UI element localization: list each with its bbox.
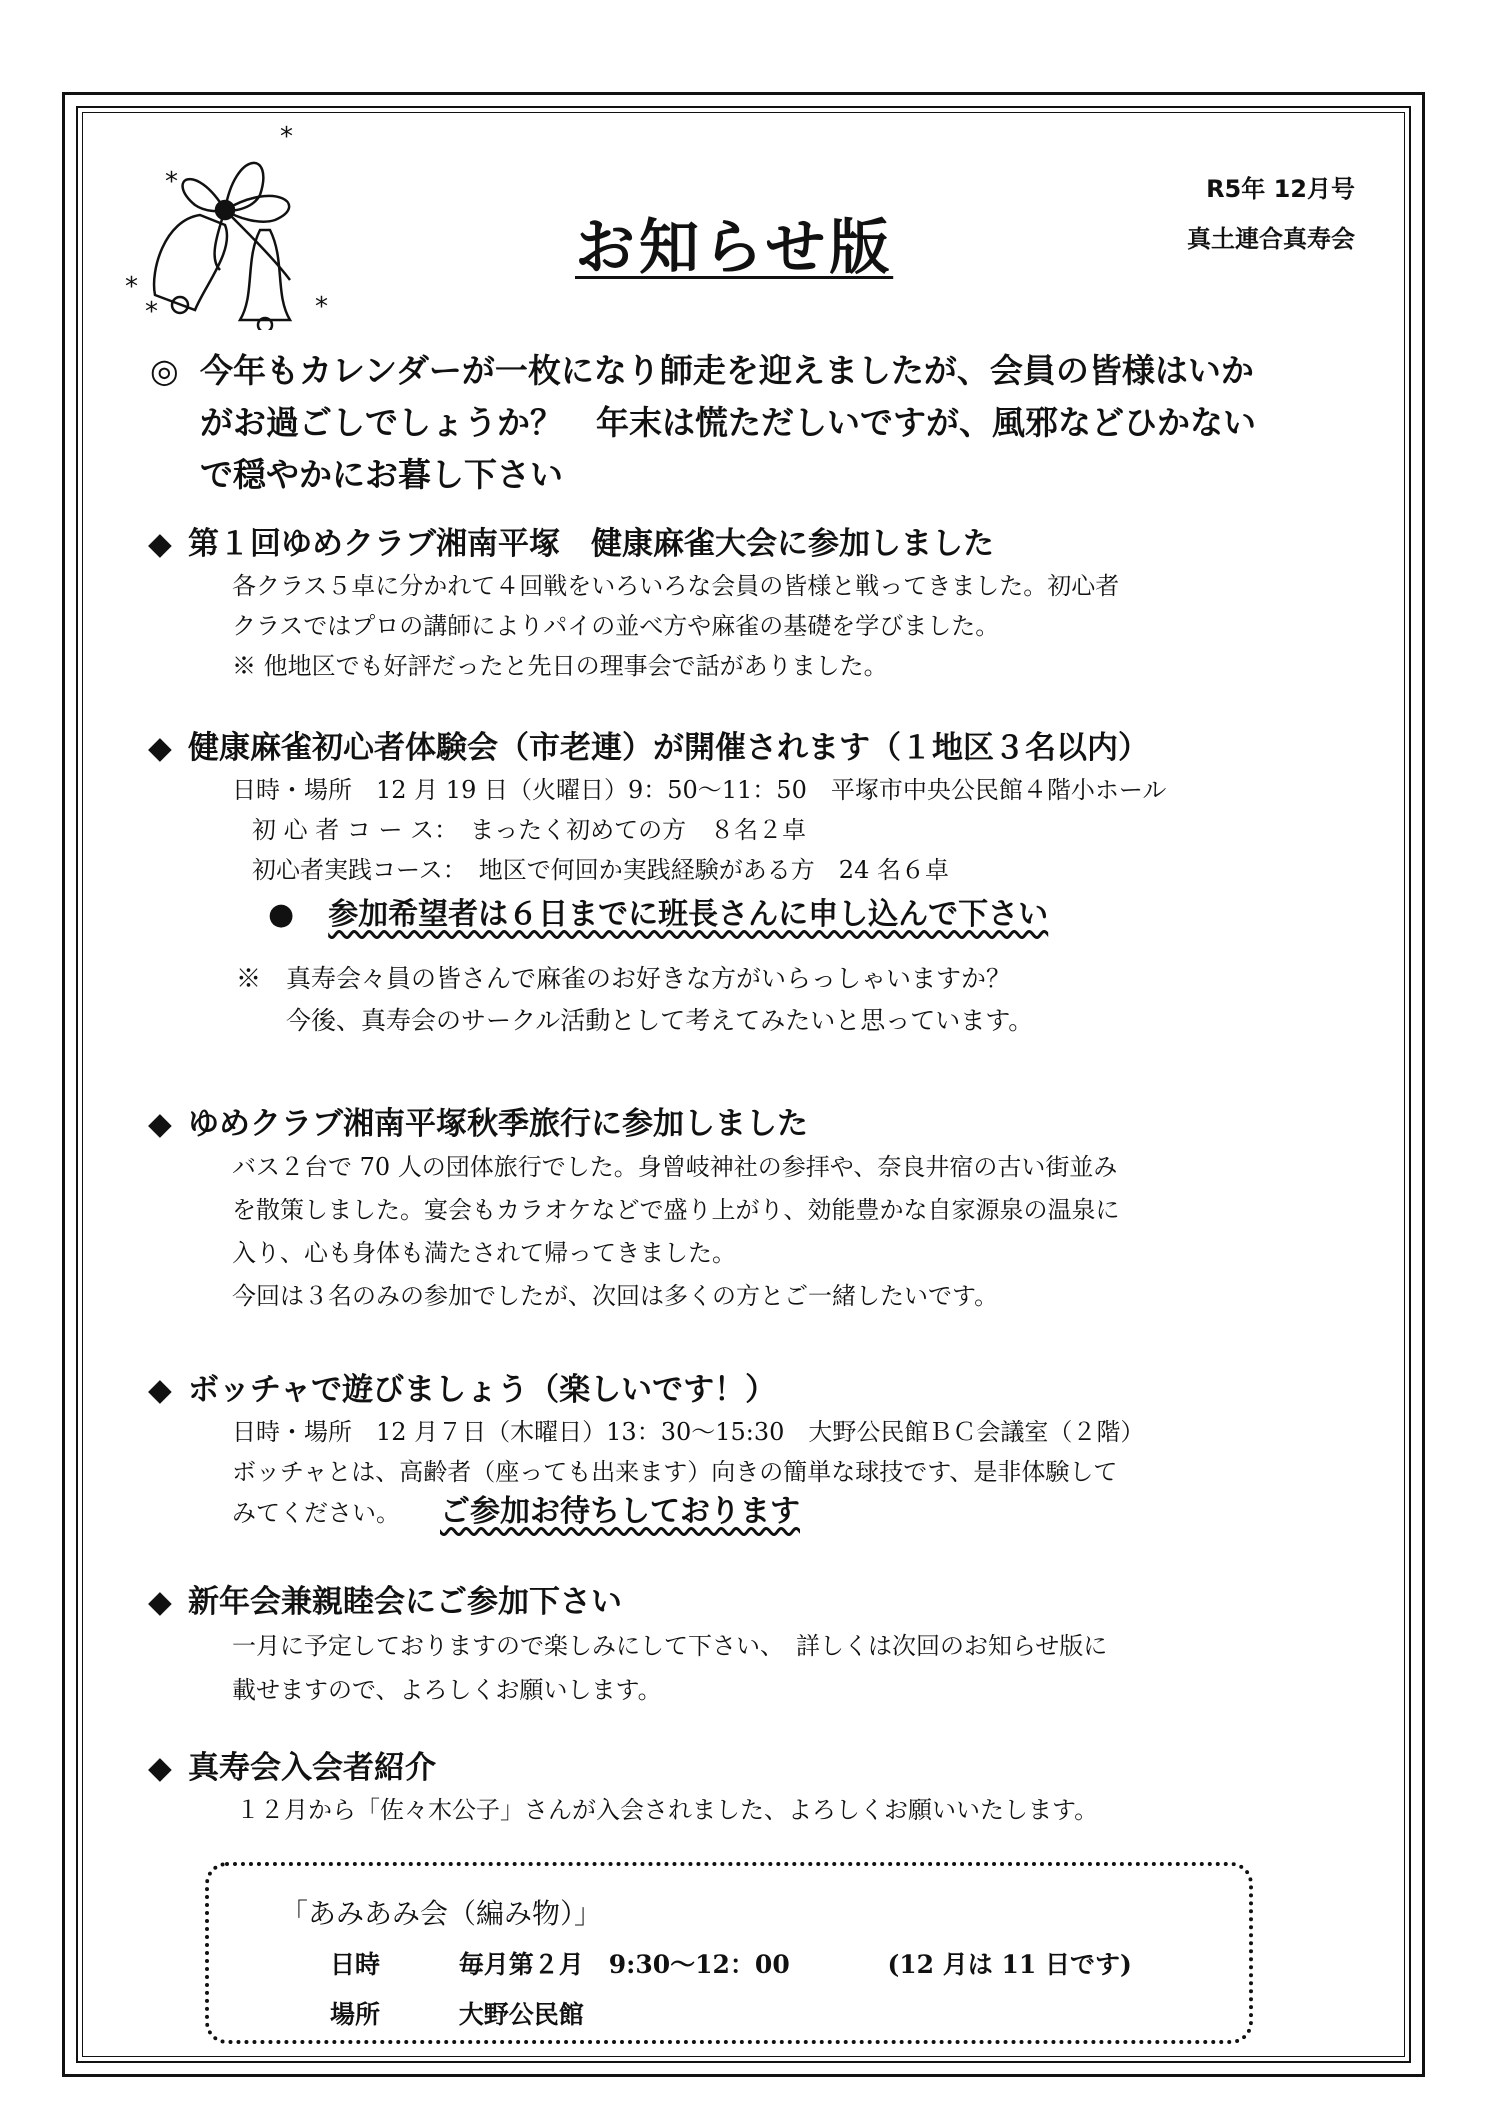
intro-line: で穏やかにお暮し下さい	[200, 455, 563, 494]
section-new-year-party	[148, 1580, 1348, 1712]
bullet-icon: ●	[268, 897, 295, 932]
knitting-club-title: 「あみあみ会（編み物）」	[280, 1897, 603, 1930]
section-heading: 健康麻雀初心者体験会（市老連）が開催されます（１地区３名以内）	[188, 730, 1149, 766]
svg-text:*: *	[280, 122, 293, 152]
section-line: ボッチャとは、高齢者（座っても出来ます）向きの簡単な球技です、是非体験して	[232, 1458, 1118, 1486]
section-autumn-trip	[148, 1102, 1348, 1318]
diamond-icon: ◆	[148, 730, 172, 766]
place-value: 大野公民館	[458, 2000, 584, 2029]
section-line: 入り、心も身体も満たされて帰ってきました。	[232, 1239, 736, 1267]
section-line: 各クラス５卓に分かれて４回戦をいろいろな会員の皆様と戦ってきました。初心者	[232, 572, 1120, 600]
section-line-last	[232, 1492, 1348, 1533]
svg-text:*: *	[315, 292, 328, 322]
signup-text: 参加希望者は６日までに班長さんに申し込んで下さい	[328, 897, 1049, 932]
section-note: ※ 真寿会々員の皆さんで麻雀のお好きな方がいらっしゃいますか？	[236, 964, 1012, 993]
svg-text:*: *	[165, 167, 178, 197]
christmas-bells-icon	[125, 120, 375, 330]
svg-text:*: *	[145, 297, 158, 327]
schedule-note: (12 月は 11 日です)	[887, 1950, 1132, 1979]
section-heading: 真寿会入会者紹介	[188, 1750, 436, 1786]
emphasis-text: ご参加お待ちしております	[440, 1494, 800, 1529]
issue-date: R5年 12月号	[1206, 175, 1355, 203]
diamond-icon: ◆	[148, 1750, 172, 1786]
section-line: を散策しました。宴会もカラオケなどで盛り上がり、効能豊かな自家源泉の温泉に	[232, 1196, 1120, 1224]
place-label: 場所	[330, 2000, 381, 2029]
schedule-value: 毎月第２月 9:30〜12：00	[458, 1950, 790, 1979]
diamond-icon: ◆	[148, 526, 172, 562]
section-heading: ボッチャで遊びましょう（楽しいです！）	[188, 1372, 777, 1408]
section-line: 一月に予定しておりますので楽しみにして下さい、 詳しくは次回のお知らせ版に	[232, 1632, 1108, 1660]
page-title: お知らせ版	[575, 213, 894, 283]
section-new-member	[148, 1746, 1348, 1830]
section-line: 初心者実践コース： 地区で何回か実践経験がある方 24 名６卓	[252, 856, 949, 884]
section-line: 日時・場所 12 月 19 日（火曜日）9：50〜11：50 平塚市中央公民館４階小ホール	[232, 776, 1167, 804]
intro-paragraph	[150, 345, 1330, 501]
section-mahjong-tournament	[148, 522, 1348, 686]
intro-line: 今年もカレンダーが一枚になり師走を迎えましたが、会員の皆様はいか	[200, 351, 1254, 390]
section-heading: 新年会兼親睦会にご参加下さい	[188, 1584, 622, 1620]
issue-info	[1187, 164, 1355, 264]
svg-text:*: *	[125, 272, 138, 302]
knitting-club-schedule	[330, 1945, 1132, 1981]
section-line: 日時・場所 12 月７日（木曜日）13：30〜15:30 大野公民館ＢＣ会議室（２階）	[232, 1418, 1145, 1446]
section-line: クラスではプロの講師によりパイの並べ方や麻雀の基礎を学びました。	[232, 612, 1000, 640]
section-line: １２月から「佐々木公子」さんが入会されました、よろしくお願いいたします。	[236, 1796, 1099, 1824]
knitting-club-place	[330, 1995, 584, 2031]
section-heading: ゆめクラブ湘南平塚秋季旅行に参加しました	[188, 1106, 808, 1142]
section-text: みてください。	[232, 1499, 400, 1527]
schedule-label: 日時	[330, 1950, 381, 1979]
double-circle-icon: ◎	[150, 351, 179, 390]
section-line: ※ 他地区でも好評だったと先日の理事会で話がありました。	[232, 652, 888, 680]
diamond-icon: ◆	[148, 1106, 172, 1142]
section-note: 今後、真寿会のサークル活動として考えてみたいと思っています。	[236, 1006, 1034, 1035]
org-name: 真土連合真寿会	[1187, 225, 1355, 253]
section-line: 今回は３名のみの参加でしたが、次回は多くの方とご一緒したいです。	[232, 1282, 999, 1310]
diamond-icon: ◆	[148, 1584, 172, 1620]
section-heading: 第１回ゆめクラブ湘南平塚 健康麻雀大会に参加しました	[188, 526, 994, 562]
section-mahjong-beginner	[148, 726, 1348, 1042]
diamond-icon: ◆	[148, 1372, 172, 1408]
intro-line: がお過ごしでしょうか？ 年末は慌ただしいですが、風邪などひかない	[200, 403, 1256, 442]
section-boccia	[148, 1368, 1348, 1533]
section-line: 初 心 者 コ ー ス： まったく初めての方 ８名２卓	[252, 816, 807, 844]
signup-notice	[268, 890, 1348, 940]
section-line: バス２台で 70 人の団体旅行でした。身曾岐神社の参拝や、奈良井宿の古い街並み	[232, 1153, 1118, 1181]
section-line: 載せますので、よろしくお願いします。	[232, 1676, 662, 1704]
